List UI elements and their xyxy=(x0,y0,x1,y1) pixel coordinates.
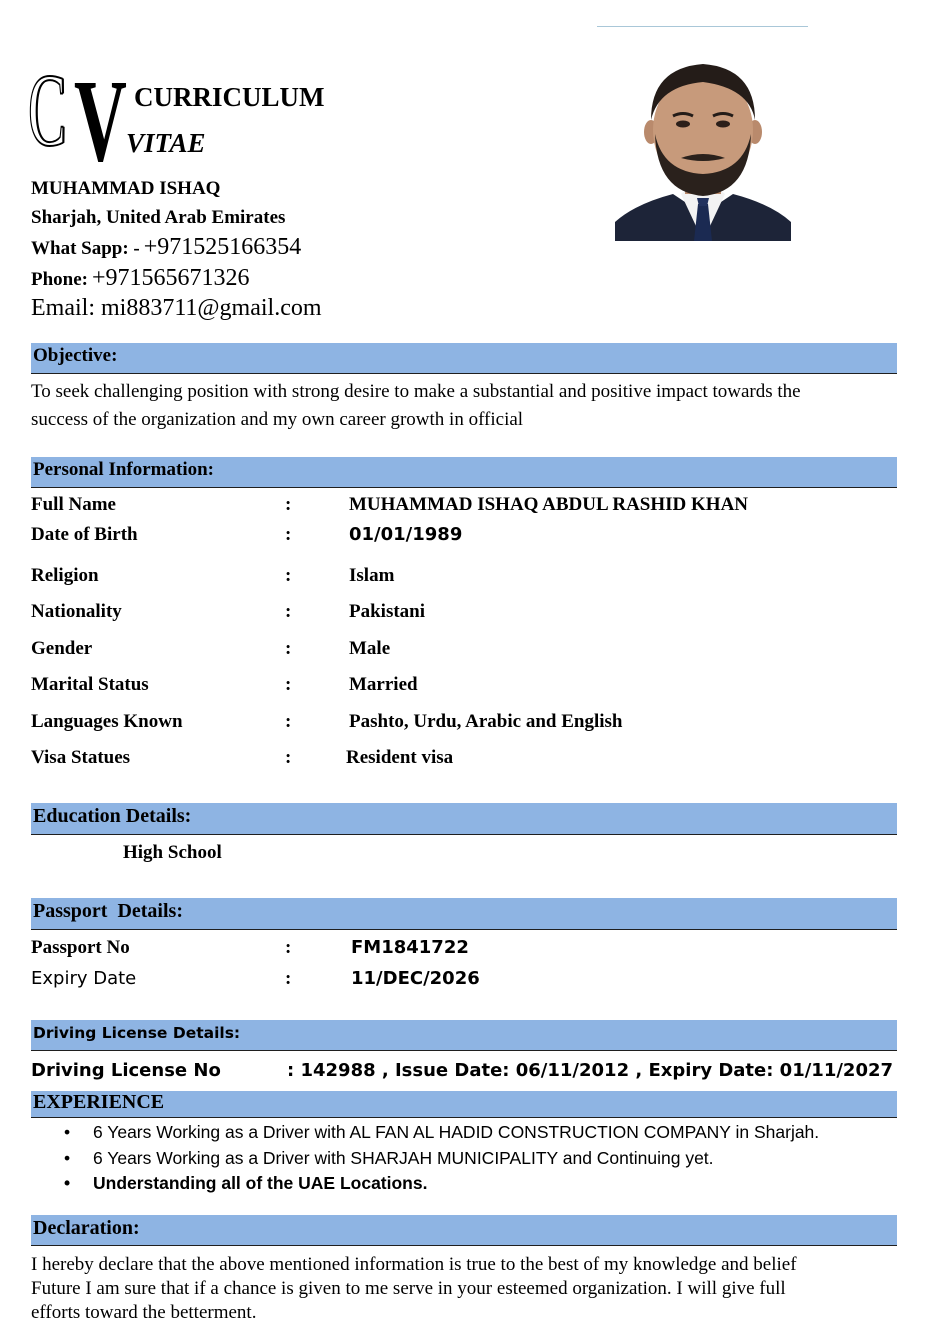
objective-text-line2: success of the organization and my own career growth in official xyxy=(31,409,524,430)
declaration-title: Declaration: xyxy=(33,1217,140,1239)
experience-header xyxy=(31,1091,897,1118)
whatsapp-value: +971525166354 xyxy=(143,234,302,260)
field-colon: : xyxy=(285,494,292,515)
phone-value: +971565671326 xyxy=(92,265,250,291)
field-label: Religion xyxy=(31,565,99,586)
contact-name: MUHAMMAD ISHAQ xyxy=(31,178,221,199)
personal-title: Personal Information: xyxy=(33,459,215,480)
declaration-line2: Future I am sure that if a chance is given to me serve in your esteemed organization. I will give full xyxy=(31,1278,786,1299)
field-colon: : xyxy=(285,524,292,545)
field-value: FM1841722 xyxy=(351,937,469,958)
bullet-icon: • xyxy=(64,1147,71,1168)
email-label: Email: xyxy=(31,295,95,321)
field-colon: : xyxy=(285,747,292,768)
field-colon: : xyxy=(285,565,292,586)
field-value: Male xyxy=(349,638,391,659)
field-colon: : xyxy=(285,601,292,622)
declaration-line3: efforts toward the betterment. xyxy=(31,1302,257,1323)
objective-title: Objective: xyxy=(33,345,118,366)
contact-whatsapp xyxy=(31,234,301,261)
field-label: Full Name xyxy=(31,494,116,515)
field-value: Pashto, Urdu, Arabic and English xyxy=(349,711,623,732)
field-value: MUHAMMAD ISHAQ ABDUL RASHID KHAN xyxy=(349,494,749,515)
field-colon: : xyxy=(285,937,292,958)
field-value: : 142988 , Issue Date: 06/11/2012 , Expiry Date: 01/11/2027 xyxy=(287,1060,894,1081)
contact-location: Sharjah, United Arab Emirates xyxy=(31,207,286,228)
field-value: Pakistani xyxy=(349,601,426,622)
driving-title: Driving License Details: xyxy=(33,1024,241,1042)
field-value: Resident visa xyxy=(346,747,454,768)
field-colon: : xyxy=(285,638,292,659)
declaration-line1: I hereby declare that the above mentioned information is true to the best of my knowledge and belief xyxy=(31,1254,797,1275)
field-value: Married xyxy=(349,674,418,695)
experience-title: EXPERIENCE xyxy=(33,1091,165,1113)
field-label: Expiry Date xyxy=(31,968,137,989)
driving-header xyxy=(31,1020,897,1051)
phone-label: Phone: xyxy=(31,269,88,290)
contact-email xyxy=(31,295,322,322)
field-value: Islam xyxy=(349,565,395,586)
cv-title-line1: CURRICULUM xyxy=(134,82,325,112)
field-label: Languages Known xyxy=(31,711,183,732)
profile-photo xyxy=(615,54,791,241)
experience-text: Understanding all of the UAE Locations. xyxy=(93,1173,428,1193)
declaration-header xyxy=(31,1215,897,1246)
experience-text: 6 Years Working as a Driver with AL FAN AL HADID CONSTRUCTION COMPANY in Sharjah. xyxy=(93,1122,820,1142)
email-value: mi883711@gmail.com xyxy=(100,295,322,321)
field-label: Passport No xyxy=(31,937,130,958)
field-colon: : xyxy=(285,968,292,989)
field-label: Marital Status xyxy=(31,674,149,695)
education-title: Education Details: xyxy=(33,805,192,827)
cv-logo-v: V xyxy=(74,55,127,186)
bullet-icon: • xyxy=(64,1173,71,1193)
field-label: Nationality xyxy=(31,601,122,622)
passport-title: Passport Details: xyxy=(33,900,183,922)
field-value: 11/DEC/2026 xyxy=(351,968,480,989)
cv-title-line2: VITAE xyxy=(126,128,206,158)
field-label: Driving License No xyxy=(31,1060,221,1081)
field-label: Visa Statues xyxy=(31,747,131,768)
list-item xyxy=(31,1171,819,1197)
education-header xyxy=(31,803,897,835)
objective-header xyxy=(31,343,897,374)
field-label: Gender xyxy=(31,638,93,659)
whatsapp-label: What Sapp: - xyxy=(31,238,140,259)
objective-text-line1: To seek challenging position with strong desire to make a substantial and positive impact towards the xyxy=(31,381,801,402)
field-label: Date of Birth xyxy=(31,524,138,545)
list-item xyxy=(31,1146,819,1172)
education-value: High School xyxy=(123,842,222,863)
field-colon: : xyxy=(285,674,292,695)
cv-logo-c: C xyxy=(28,53,67,168)
bullet-icon: • xyxy=(64,1122,71,1142)
field-value: 01/01/1989 xyxy=(349,524,463,545)
personal-header xyxy=(31,457,897,488)
passport-header xyxy=(31,898,897,930)
cv-logo xyxy=(22,53,342,186)
field-colon: : xyxy=(285,711,292,732)
list-item xyxy=(31,1120,819,1146)
contact-phone xyxy=(31,265,250,292)
experience-list xyxy=(31,1120,819,1197)
top-rule xyxy=(597,26,808,27)
experience-text: 6 Years Working as a Driver with SHARJAH MUNICIPALITY and Continuing yet. xyxy=(93,1147,714,1168)
